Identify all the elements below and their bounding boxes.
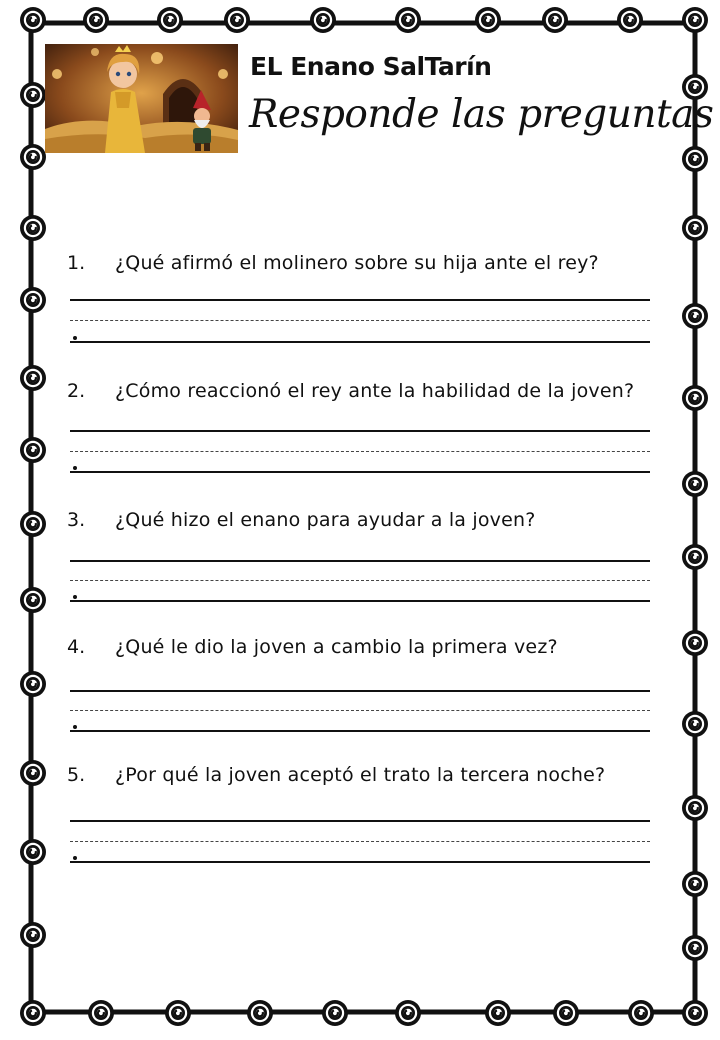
question-number: 3. [67,509,86,531]
spiral-ornament [224,7,250,33]
story-title: EL Enano SalTarín [250,52,492,81]
spiral-ornament [617,7,643,33]
spiral-ornament [322,1000,348,1026]
question-item [0,509,720,619]
answer-line[interactable] [70,861,650,863]
spiral-ornament [83,7,109,33]
answer-guide-line [70,841,650,842]
answer-line[interactable] [70,600,650,602]
spiral-ornament [20,144,46,170]
answer-line[interactable] [70,560,650,562]
question-item [0,764,720,874]
spiral-ornament [682,1000,708,1026]
question-text: ¿Qué afirmó el molinero sobre su hija ante el rey? [115,252,599,274]
spiral-ornament [157,7,183,33]
story-illustration [45,44,238,153]
worksheet-heading: Responde las preguntas [249,92,714,137]
spiral-ornament [20,1000,46,1026]
spiral-ornament [682,215,708,241]
answer-guide-line [70,451,650,452]
line-start-dot [73,466,77,470]
answer-line[interactable] [70,341,650,343]
question-number: 5. [67,764,86,786]
spiral-ornament [20,922,46,948]
spiral-ornament [165,1000,191,1026]
spiral-ornament [542,7,568,33]
question-number: 1. [67,252,86,274]
answer-line[interactable] [70,299,650,301]
spiral-ornament [20,7,46,33]
spiral-ornament [247,1000,273,1026]
line-start-dot [73,856,77,860]
spiral-ornament [485,1000,511,1026]
answer-guide-line [70,580,650,581]
question-item [0,636,720,746]
spiral-ornament [88,1000,114,1026]
spiral-ornament [682,871,708,897]
answer-guide-line [70,710,650,711]
spiral-ornament [682,146,708,172]
question-number: 2. [67,380,86,402]
spiral-ornament [395,1000,421,1026]
spiral-ornament [553,1000,579,1026]
question-text: ¿Por qué la joven aceptó el trato la tercera noche? [115,764,606,786]
spiral-ornament [310,7,336,33]
spiral-ornament [20,215,46,241]
question-item [0,380,720,490]
spiral-ornament [20,82,46,108]
answer-line[interactable] [70,430,650,432]
spiral-ornament [475,7,501,33]
question-number: 4. [67,636,86,658]
question-text: ¿Qué le dio la joven a cambio la primera vez? [115,636,558,658]
answer-line[interactable] [70,471,650,473]
spiral-ornament [682,7,708,33]
line-start-dot [73,725,77,729]
line-start-dot [73,336,77,340]
question-item [0,252,720,362]
answer-line[interactable] [70,690,650,692]
spiral-ornament [395,7,421,33]
answer-guide-line [70,320,650,321]
question-text: ¿Qué hizo el enano para ayudar a la joven? [115,509,536,531]
question-text: ¿Cómo reaccionó el rey ante la habilidad de la joven? [115,380,635,402]
spiral-ornament [682,935,708,961]
answer-line[interactable] [70,820,650,822]
spiral-ornament [628,1000,654,1026]
line-start-dot [73,595,77,599]
answer-line[interactable] [70,730,650,732]
